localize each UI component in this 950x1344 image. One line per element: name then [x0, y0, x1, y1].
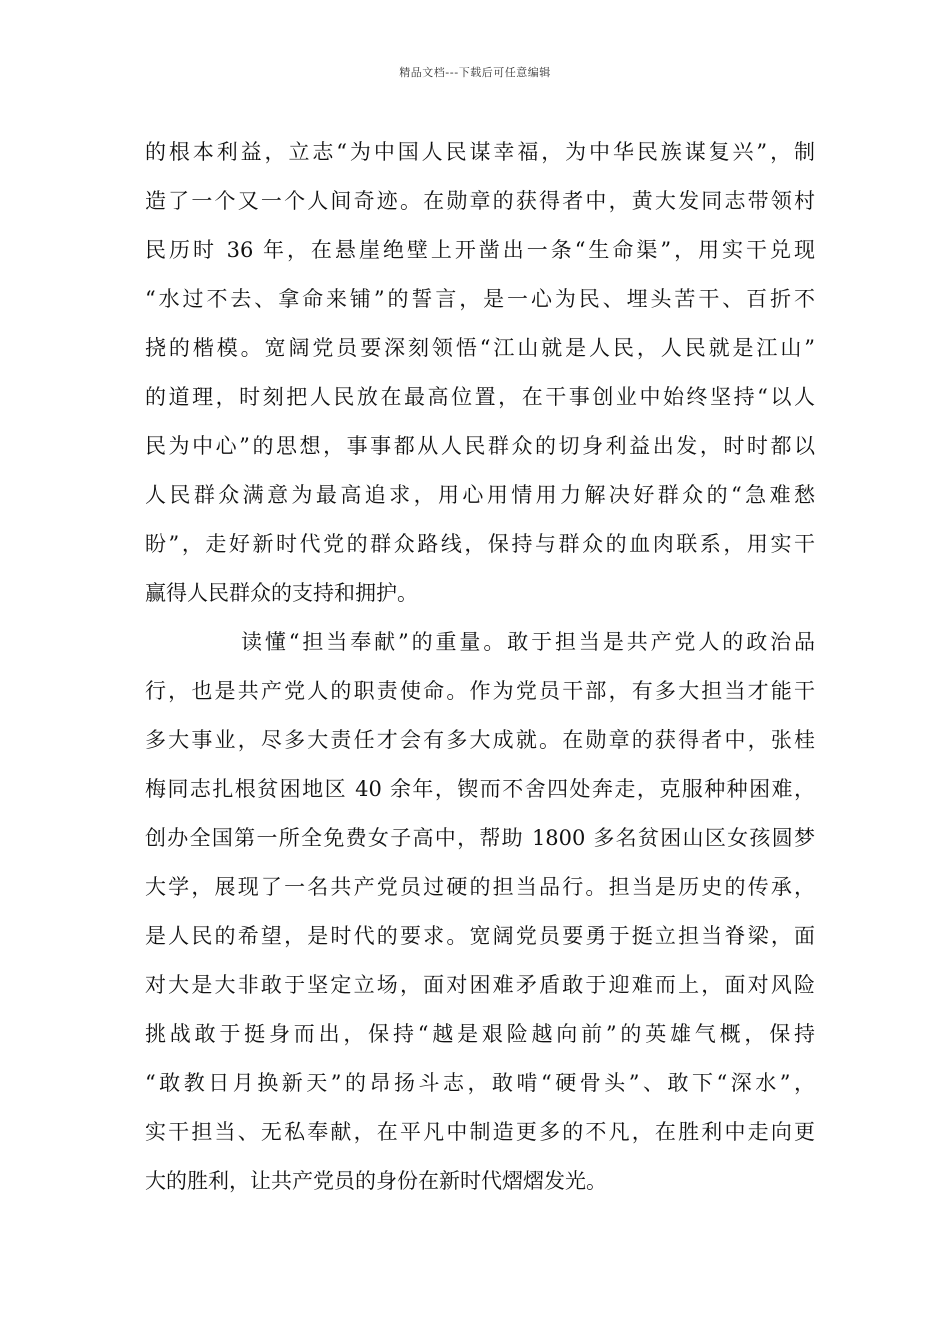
paragraph-line: 创办全国第一所全免费女子高中，帮助 1800 多名贫困山区女孩圆梦 — [145, 826, 815, 850]
paragraph-line: 造了一个又一个人间奇迹。在勋章的获得者中，黄大发同志带领村 — [145, 189, 815, 213]
paragraph-line: 民为中心”的思想，事事都从人民群众的切身利益出发，时时都以 — [145, 434, 815, 458]
paragraph-line: 盼”，走好新时代党的群众路线，保持与群众的血肉联系，用实干 — [145, 532, 815, 556]
paragraph-line: 行，也是共产党人的职责使命。作为党员干部，有多大担当才能干 — [145, 679, 815, 703]
paragraph-line: 民历时 36 年，在悬崖绝壁上开凿出一条“生命渠”，用实干兑现 — [145, 238, 815, 262]
paragraph-line: 读懂“担当奉献”的重量。敢于担当是共产党人的政治品 — [241, 630, 815, 654]
paragraph-line: 多大事业，尽多大责任才会有多大成就。在勋章的获得者中，张桂 — [145, 728, 815, 752]
paragraph-line: 赢得人民群众的支持和拥护。 — [145, 581, 418, 605]
page-header: 精品文档---下载后可任意编辑 — [399, 66, 551, 79]
paragraph-line: “水过不去、拿命来铺”的誓言，是一心为民、埋头苦干、百折不 — [145, 287, 815, 311]
paragraph-line: 人民群众满意为最高追求，用心用情用力解决好群众的“急难愁 — [145, 483, 815, 507]
paragraph-responsibility — [145, 618, 815, 1206]
paragraph-people-first — [145, 128, 815, 618]
paragraph-line: 挑战敢于挺身而出，保持“越是艰险越向前”的英雄气概，保持 — [145, 1022, 815, 1046]
paragraph-line: 大学，展现了一名共产党员过硬的担当品行。担当是历史的传承， — [145, 875, 815, 899]
paragraph-line: 实干担当、无私奉献，在平凡中制造更多的不凡，在胜利中走向更 — [145, 1120, 815, 1144]
paragraph-line: 的根本利益，立志“为中国人民谋幸福，为中华民族谋复兴”，制 — [145, 140, 815, 164]
paragraph-line: 是人民的希望，是时代的要求。宽阔党员要勇于挺立担当脊梁，面 — [145, 924, 815, 948]
body-text — [145, 128, 815, 1206]
paragraph-line: 挠的楷模。宽阔党员要深刻领悟“江山就是人民，人民就是江山” — [145, 336, 815, 360]
paragraph-line: 的道理，时刻把人民放在最高位置，在干事创业中始终坚持“以人 — [145, 385, 815, 409]
paragraph-line: 大的胜利，让共产党员的身份在新时代熠熠发光。 — [145, 1169, 607, 1193]
paragraph-line: “敢教日月换新天”的昂扬斗志，敢啃“硬骨头”、敢下“深水”， — [145, 1071, 815, 1095]
paragraph-line: 梅同志扎根贫困地区 40 余年，锲而不舍四处奔走，克服种种困难， — [145, 777, 815, 801]
paragraph-line: 对大是大非敢于坚定立场，面对困难矛盾敢于迎难而上，面对风险 — [145, 973, 815, 997]
